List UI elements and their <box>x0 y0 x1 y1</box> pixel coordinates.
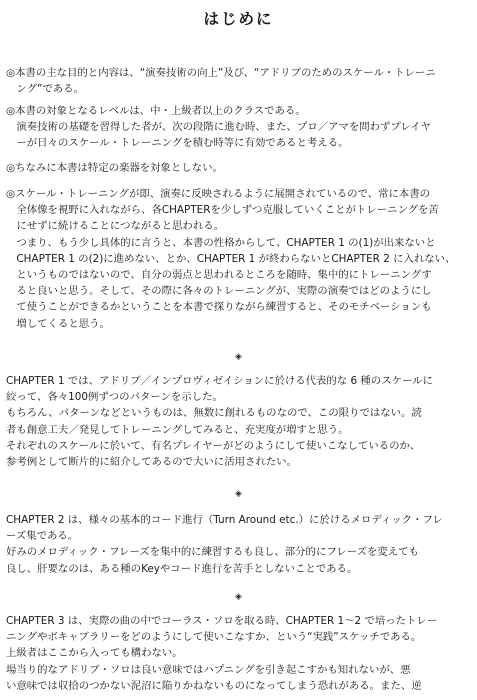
section-separator: ◈ <box>235 352 242 362</box>
text-line: 者も創意工夫／発見してトレーニングしてみると、充実度が増すと思う。 <box>6 423 349 436</box>
text-line: 場当り的なアドリブ・ソロは良い意味ではハプニングを引き起こすかも知れないが、悪 <box>6 663 411 676</box>
paragraph-chapter-1 <box>6 373 470 470</box>
text-line: ング”である。 <box>6 83 84 96</box>
text-line: 上級者はここから入っても構わない。 <box>6 647 183 660</box>
text-line: ーが日々のスケール・トレーニングを積む時等に有効であると考える。 <box>6 137 349 150</box>
text-line: にせずに続けることにつながると思われる。 <box>6 220 224 233</box>
paragraph-training-approach <box>6 186 470 332</box>
text-line: 良し、肝要なのは、ある種のKeyやコード進行を苦手としないことである。 <box>6 562 358 575</box>
text-line: 参考例として断片的に紹介してあるので大いに活用されたい。 <box>6 456 297 469</box>
text-line: い意味では収拾のつかない泥沼に陥りかねないものになってしまう恐れがある。また、逆 <box>6 679 422 692</box>
paragraph-purpose <box>6 65 470 97</box>
text-line: 絞って、各々100例ずつのパターンを示した。 <box>6 391 223 404</box>
text-line: ◎スケール・トレーニングが即、演奏に反映されるように展開されているので、常に本書の <box>6 188 431 200</box>
text-line: もちろん、パターンなどというものは、無数に創れるものなので、この限りではない。読 <box>6 407 422 420</box>
section-separator: ◈ <box>235 592 242 602</box>
text-line: 増してくると思う。 <box>6 317 110 330</box>
page-title: はじめに <box>203 10 274 28</box>
text-line: ◎本書の対象となるレベルは、中・上級者以上のクラスである。 <box>6 105 306 117</box>
text-line: ◎本書の主な目的と内容は、“演奏技術の向上”及び、“アドリブのためのスケール・トレーニ <box>6 67 436 79</box>
paragraph-instruments <box>6 160 470 176</box>
text-line: ◎ちなみに本書は特定の楽器を対象としない。 <box>6 162 223 174</box>
text-line: CHAPTER 3 は、実際の曲の中でコーラス・ソロを取る時、CHAPTER 1～2 で培ったトレー <box>6 615 438 627</box>
text-line: というものではないので、自分の弱点と思われるところを随時、集中的にトレーニングす <box>6 269 432 282</box>
text-line: て使うことができるかということを本書で探りながら練習すると、そのモチベーションも <box>6 301 432 314</box>
text-line: CHAPTER 1 では、アドリブ／インプロヴィゼイションに於ける代表的な 6 種のスケールに <box>6 375 433 387</box>
text-line: CHAPTER 1 の(2)に進めない、とか、CHAPTER 1 が終わらないとCHAPTER 2 に入れない、 <box>6 252 456 265</box>
text-line: ニングやボキャブラリーをどのようにして使いこなすか、という“実践”スケッチである。 <box>6 631 422 644</box>
text-line: つまり、もう少し具体的に言うと、本書の性格からして、CHAPTER 1 の(1)が出来ないと <box>6 236 436 249</box>
section-separator: ◈ <box>235 489 242 499</box>
text-line: 好みのメロディック・フレーズを集中的に練習するも良し、部分的にフレーズを変えても <box>6 546 419 559</box>
paragraph-chapter-3 <box>6 613 470 694</box>
paragraph-target-level <box>6 103 470 152</box>
text-line: 演奏技術の基礎を習得した者が、次の段階に進む時、また、プロ／アマを問わずプレイヤ <box>6 121 432 134</box>
text-line: 全体像を視野に入れながら、各CHAPTERを少しずつ克服していくことがトレーニングを苦 <box>6 204 439 217</box>
text-line: CHAPTER 2 は、様々の基本的コード進行（Turn Around etc.）に於けるメロディック・フレ <box>6 514 443 526</box>
text-line: ーズ集である。 <box>6 530 79 543</box>
text-line: ると良いと思う。そして、その際に各々のトレーニングが、実際の演奏ではどのようにし <box>6 285 432 298</box>
paragraph-chapter-2 <box>6 512 470 577</box>
text-line: それぞれのスケールに於いて、有名プレイヤーがどのようにして使いこなしているのか、 <box>6 439 421 452</box>
